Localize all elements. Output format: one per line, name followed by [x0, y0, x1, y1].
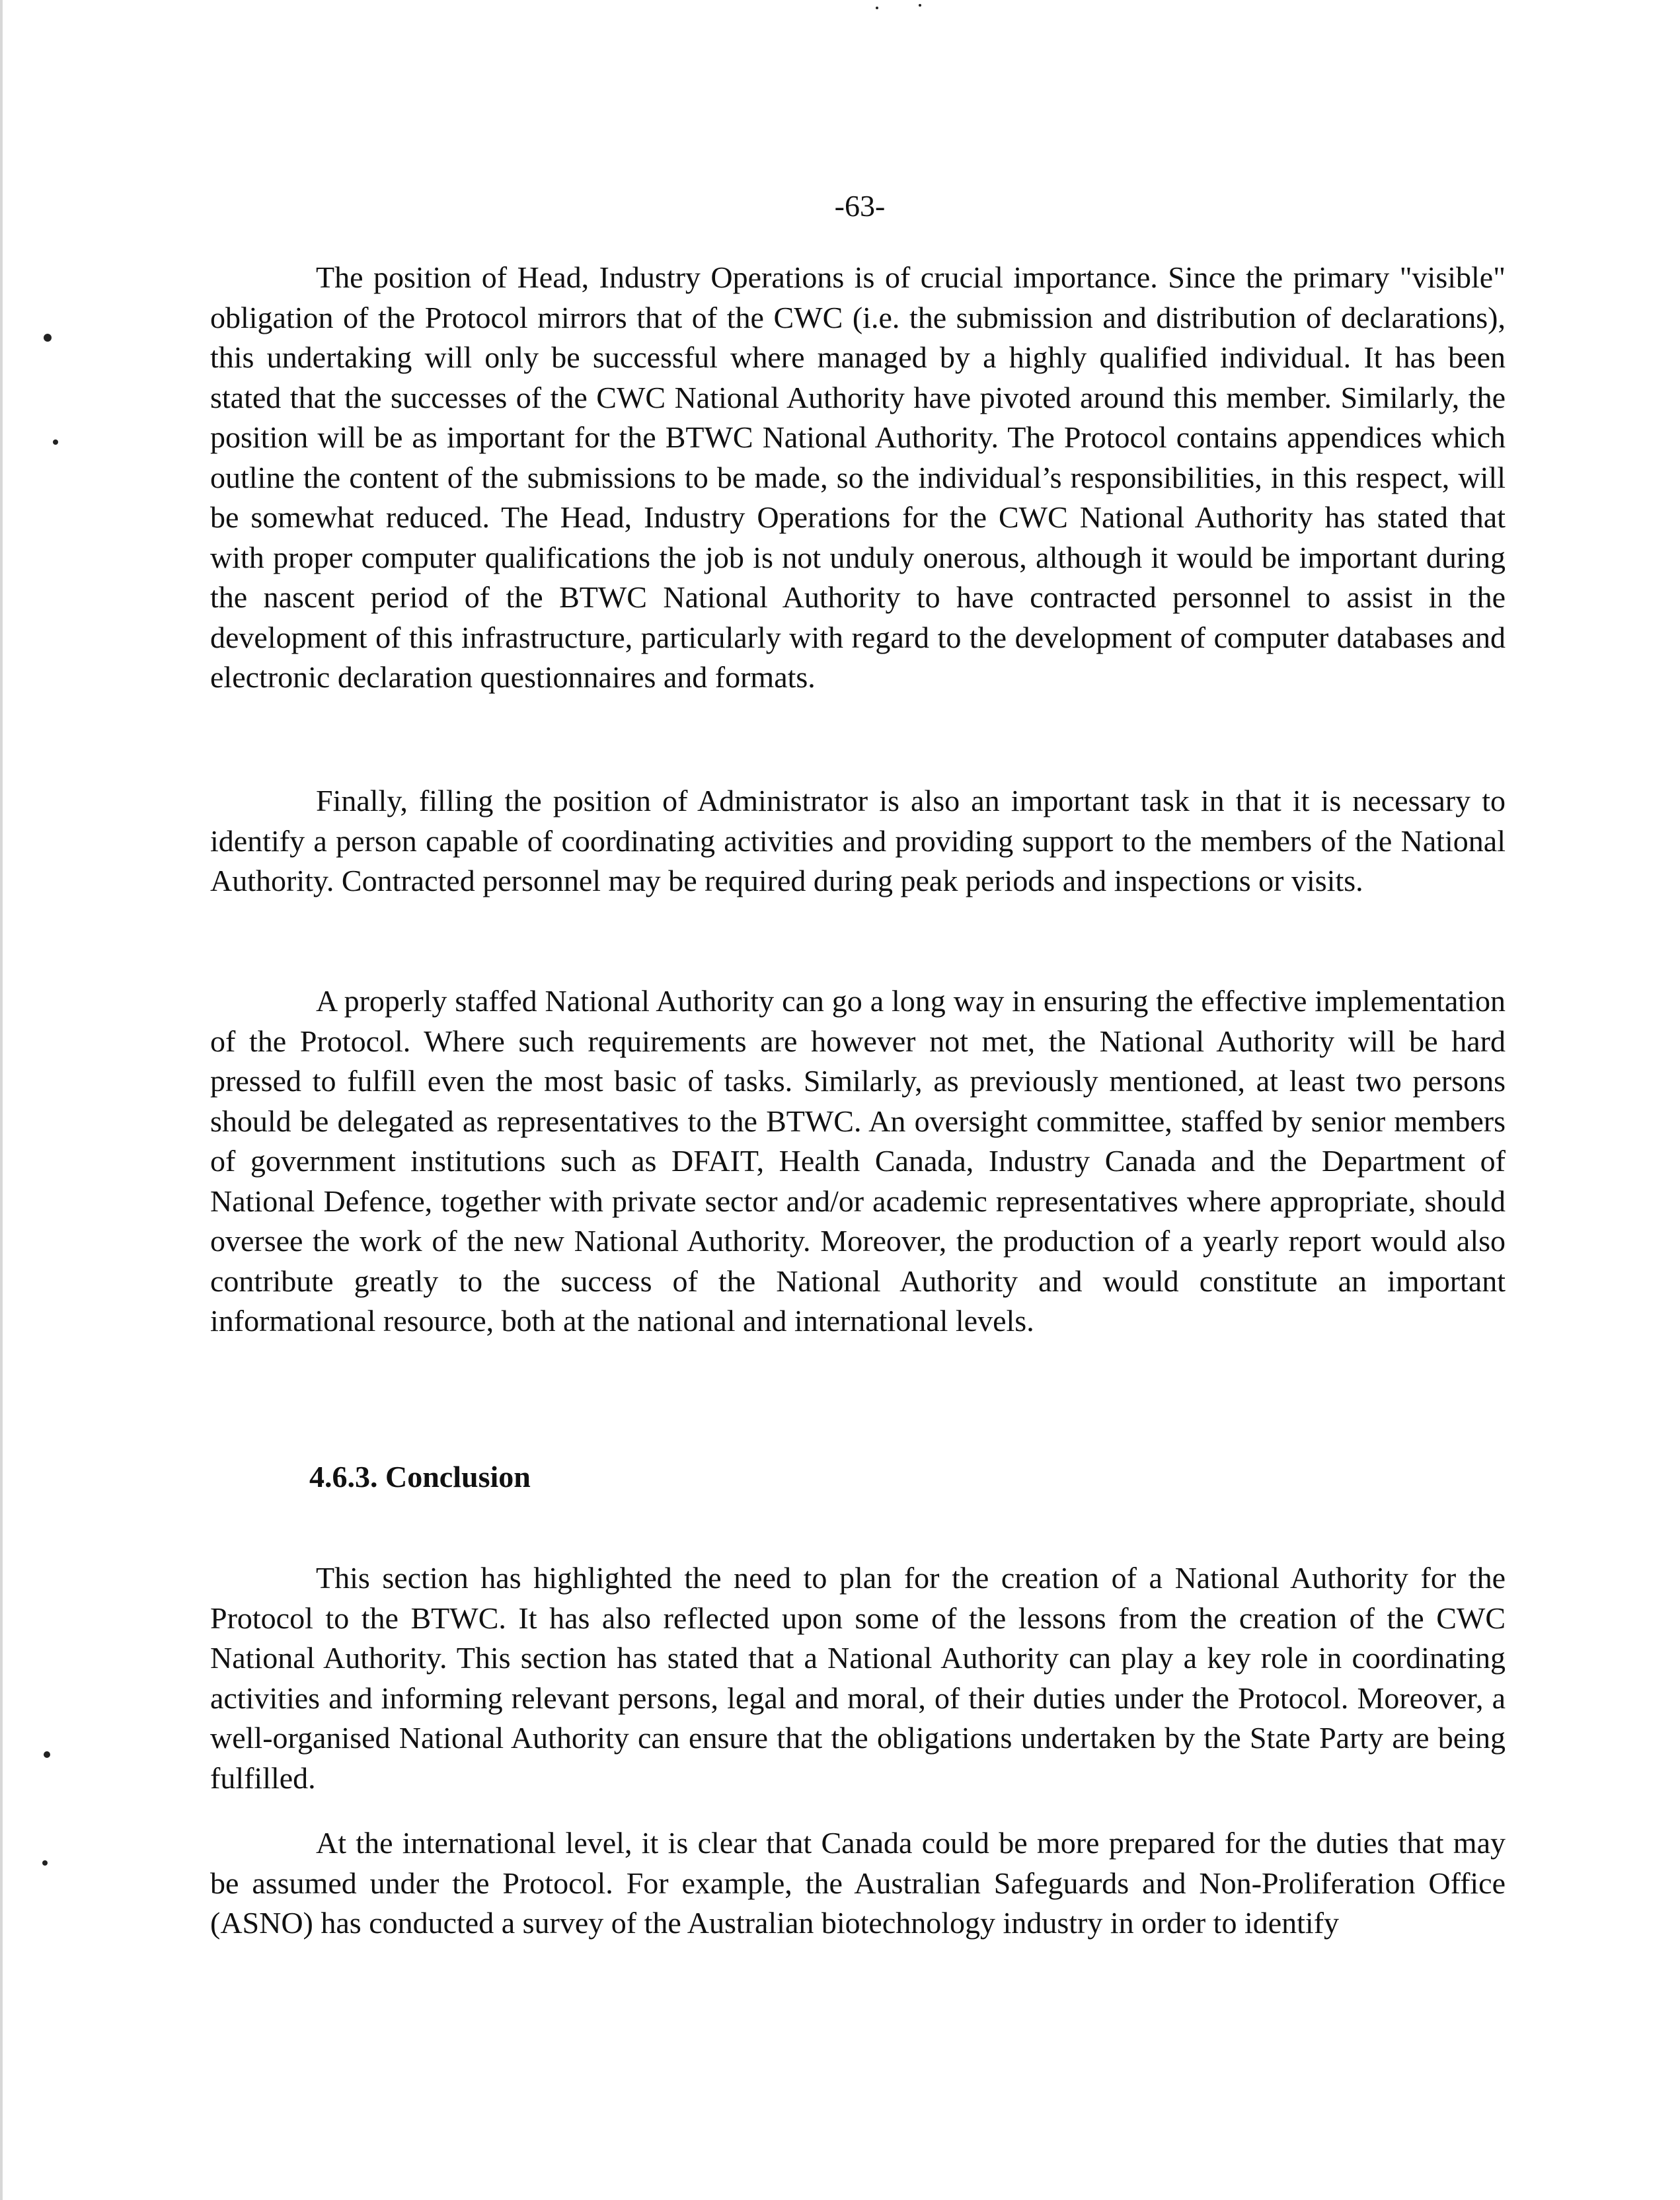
paragraph-staffed-authority: A properly staffed National Authority can go a long way in ensuring the effective implementation of the Protocol. Where such requirements are however not met, the National Authority will be hard pressed to fulfill even the most basic of tasks. Similarly, as previously mentioned, at least two persons should be delegated as representatives to the BTWC. An oversight committee, staffed by senior members of government institutions such as DFAIT, Health Canada, Industry Canada and the Department of National Defence, together with private sector and/or academic representatives where appropriate, should oversee the work of the new National Authority. Moreover, the production of a yearly report would also contribute greatly to the success of the National Authority and would constitute an important informational resource, both at the national and international levels.	[210, 984, 1506, 1338]
scan-speck	[919, 4, 921, 7]
scan-speck	[44, 334, 52, 342]
scan-speck	[876, 7, 878, 9]
section-heading: 4.6.3. Conclusion	[309, 1460, 531, 1494]
scan-edge	[0, 0, 3, 2200]
paragraph-international-level: At the international level, it is clear that Canada could be more prepared for the duties that may be assumed under the Protocol. For example, the Australian Safeguards and Non-Proliferation Office (ASNO) has conducted a survey of the Australian biotechnology industry in order to identify	[210, 1826, 1506, 1940]
scan-speck	[42, 1860, 48, 1866]
paragraph-administrator: Finally, filling the position of Administrator is also an important task in that it is necessary to identify a person capable of coordinating activities and providing support to the members of the National Authority. Contracted personnel may be required during peak periods and inspections or visits.	[210, 784, 1506, 897]
paragraph-conclusion: This section has highlighted the need to plan for the creation of a National Authority for the Protocol to the BTWC. It has also reflected upon some of the lessons from the creation of the CWC National Authority. This section has stated that a National Authority can play a key role in coordinating activities and informing relevant persons, legal and moral, of their duties under the Protocol. Moreover, a well-organised National Authority can ensure that the obligations undertaken by the State Party are being fulfilled.	[210, 1561, 1506, 1795]
paragraph-head-industry-operations: The position of Head, Industry Operations is of crucial importance. Since the primary "visible" obligation of the Protocol mirrors that of the CWC (i.e. the submission and distribution of declarations), this undertaking will only be successful where managed by a highly qualified individual. It has been stated that the successes of the CWC National Authority have pivoted around this member. Similarly, the position will be as important for the BTWC National Authority. The Protocol contains appendices which outline the content of the submissions to be made, so the individual’s responsibilities, in this respect, will be somewhat reduced. The Head, Industry Operations for the CWC National Authority has stated that with proper computer qualifications the job is not unduly onerous, although it would be important during the nascent period of the BTWC National Authority to have contracted personnel to assist in the development of this infrastructure, particularly with regard to the development of computer databases and electronic declaration questionnaires and formats.	[210, 260, 1506, 694]
scan-speck	[44, 1751, 50, 1758]
scan-speck	[53, 439, 58, 445]
page-number: -63-	[834, 189, 886, 223]
